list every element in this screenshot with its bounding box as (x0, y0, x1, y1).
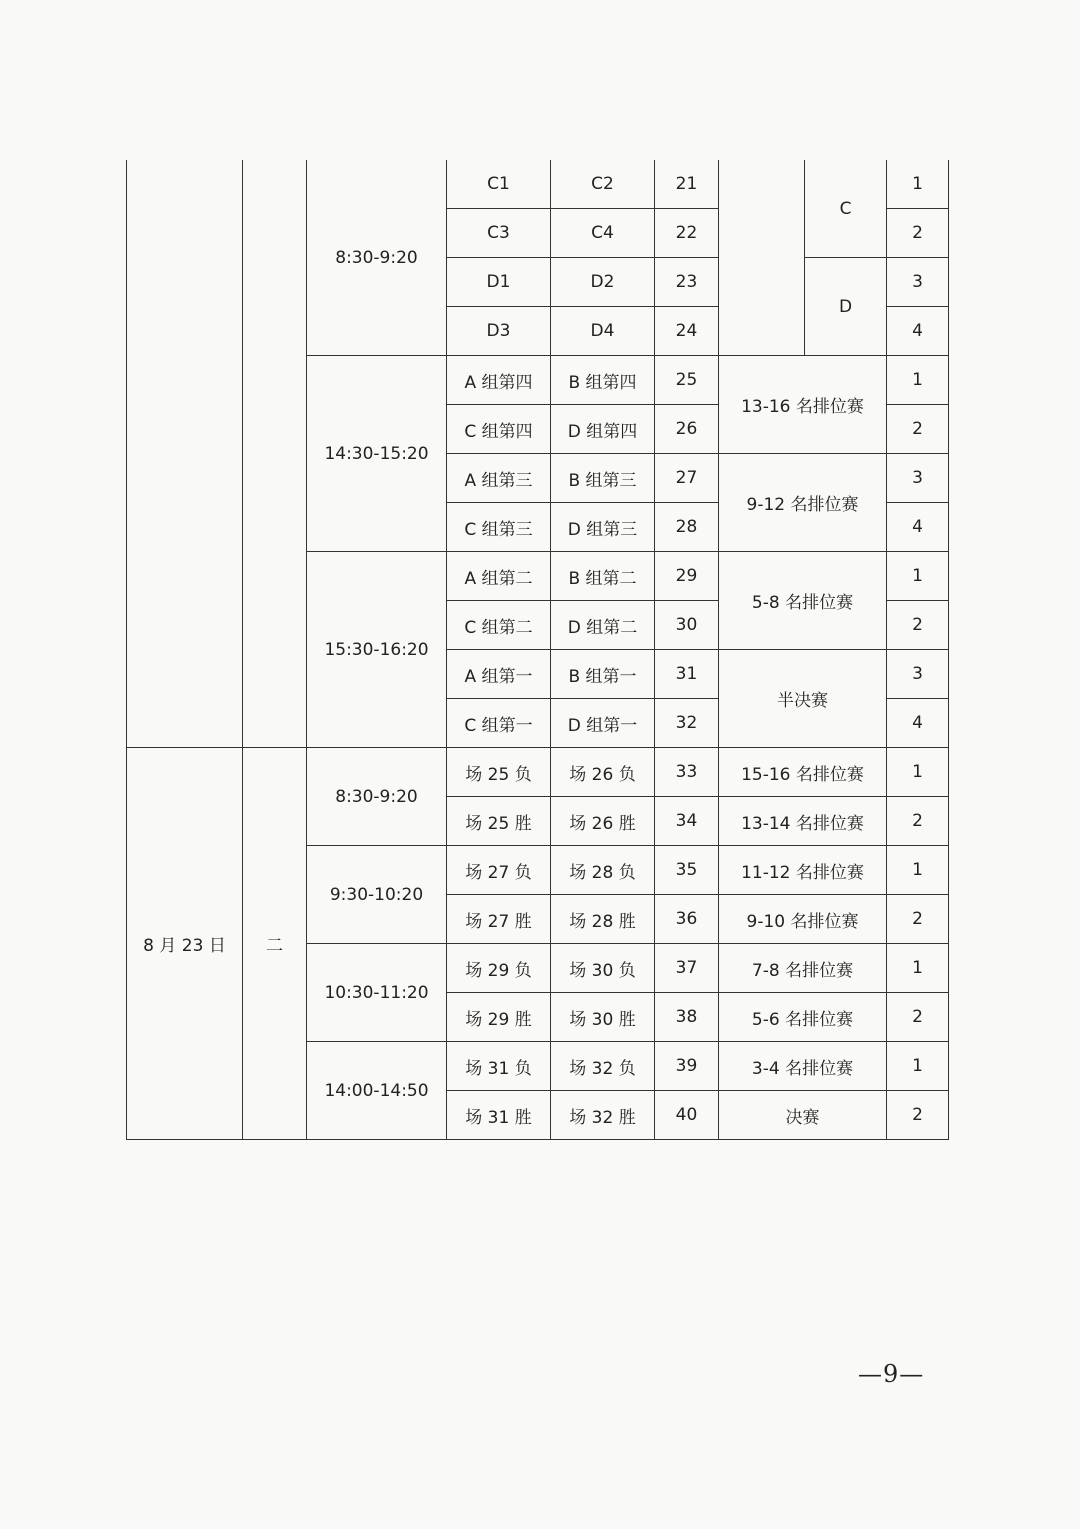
team2-cell: 场 30 负 (551, 944, 655, 993)
team2-cell: B 组第一 (551, 650, 655, 699)
time-cell: 8:30-9:20 (307, 748, 447, 846)
time-cell: 9:30-10:20 (307, 846, 447, 944)
court-cell: 1 (887, 160, 949, 209)
team1-cell: A 组第一 (447, 650, 551, 699)
team2-cell: 场 28 负 (551, 846, 655, 895)
round-cell (243, 160, 307, 748)
note-cell: 半决赛 (719, 650, 887, 748)
group-cell: C (805, 160, 887, 258)
match-number-cell: 26 (655, 405, 719, 454)
court-cell: 1 (887, 1042, 949, 1091)
table-row (127, 160, 949, 209)
team2-cell: B 组第三 (551, 454, 655, 503)
note-cell: 11-12 名排位赛 (719, 846, 887, 895)
team1-cell: 场 29 负 (447, 944, 551, 993)
page-number: —9— (858, 1360, 925, 1388)
court-cell: 4 (887, 307, 949, 356)
match-number-cell: 29 (655, 552, 719, 601)
team1-cell: A 组第二 (447, 552, 551, 601)
match-number-cell: 37 (655, 944, 719, 993)
team2-cell: 场 26 负 (551, 748, 655, 797)
court-cell: 4 (887, 503, 949, 552)
note-cell: 15-16 名排位赛 (719, 748, 887, 797)
blank-cell (719, 160, 805, 356)
court-cell: 3 (887, 454, 949, 503)
team2-cell: 场 26 胜 (551, 797, 655, 846)
match-number-cell: 31 (655, 650, 719, 699)
court-cell: 1 (887, 846, 949, 895)
court-cell: 1 (887, 356, 949, 405)
team2-cell: C2 (551, 160, 655, 209)
table-row (127, 748, 949, 797)
court-cell: 2 (887, 209, 949, 258)
match-number-cell: 33 (655, 748, 719, 797)
team1-cell: C 组第二 (447, 601, 551, 650)
team2-cell: 场 32 胜 (551, 1091, 655, 1140)
team1-cell: C 组第三 (447, 503, 551, 552)
match-number-cell: 28 (655, 503, 719, 552)
team1-cell: C 组第一 (447, 699, 551, 748)
note-cell: 决赛 (719, 1091, 887, 1140)
note-cell: 5-8 名排位赛 (719, 552, 887, 650)
team2-cell: D 组第二 (551, 601, 655, 650)
group-cell: D (805, 258, 887, 356)
date-cell: 8 月 23 日 (127, 748, 243, 1140)
court-cell: 1 (887, 748, 949, 797)
match-number-cell: 23 (655, 258, 719, 307)
team2-cell: D2 (551, 258, 655, 307)
match-number-cell: 25 (655, 356, 719, 405)
court-cell: 2 (887, 1091, 949, 1140)
team1-cell: 场 29 胜 (447, 993, 551, 1042)
match-number-cell: 39 (655, 1042, 719, 1091)
court-cell: 3 (887, 650, 949, 699)
court-cell: 1 (887, 552, 949, 601)
note-cell: 13-16 名排位赛 (719, 356, 887, 454)
note-cell: 5-6 名排位赛 (719, 993, 887, 1042)
team1-cell: C3 (447, 209, 551, 258)
match-number-cell: 24 (655, 307, 719, 356)
time-cell: 8:30-9:20 (307, 160, 447, 356)
team2-cell: 场 32 负 (551, 1042, 655, 1091)
team2-cell: D4 (551, 307, 655, 356)
match-number-cell: 32 (655, 699, 719, 748)
team1-cell: C 组第四 (447, 405, 551, 454)
team1-cell: D1 (447, 258, 551, 307)
team2-cell: D 组第三 (551, 503, 655, 552)
time-cell: 14:30-15:20 (307, 356, 447, 552)
match-number-cell: 38 (655, 993, 719, 1042)
team2-cell: B 组第二 (551, 552, 655, 601)
team2-cell: D 组第四 (551, 405, 655, 454)
time-cell: 10:30-11:20 (307, 944, 447, 1042)
match-number-cell: 21 (655, 160, 719, 209)
schedule-table (126, 160, 949, 1140)
team2-cell: 场 28 胜 (551, 895, 655, 944)
time-cell: 15:30-16:20 (307, 552, 447, 748)
team1-cell: A 组第三 (447, 454, 551, 503)
match-number-cell: 22 (655, 209, 719, 258)
match-number-cell: 35 (655, 846, 719, 895)
team1-cell: D3 (447, 307, 551, 356)
match-number-cell: 36 (655, 895, 719, 944)
court-cell: 2 (887, 405, 949, 454)
court-cell: 2 (887, 601, 949, 650)
court-cell: 3 (887, 258, 949, 307)
note-cell: 7-8 名排位赛 (719, 944, 887, 993)
team2-cell: 场 30 胜 (551, 993, 655, 1042)
team1-cell: 场 27 胜 (447, 895, 551, 944)
team1-cell: 场 31 负 (447, 1042, 551, 1091)
team1-cell: 场 25 胜 (447, 797, 551, 846)
round-cell: 二 (243, 748, 307, 1140)
team1-cell: 场 27 负 (447, 846, 551, 895)
match-number-cell: 27 (655, 454, 719, 503)
court-cell: 2 (887, 797, 949, 846)
team1-cell: 场 31 胜 (447, 1091, 551, 1140)
time-cell: 14:00-14:50 (307, 1042, 447, 1140)
court-cell: 2 (887, 993, 949, 1042)
date-cell (127, 160, 243, 748)
court-cell: 2 (887, 895, 949, 944)
team1-cell: C1 (447, 160, 551, 209)
court-cell: 1 (887, 944, 949, 993)
note-cell: 9-12 名排位赛 (719, 454, 887, 552)
team2-cell: B 组第四 (551, 356, 655, 405)
note-cell: 13-14 名排位赛 (719, 797, 887, 846)
team1-cell: A 组第四 (447, 356, 551, 405)
note-cell: 9-10 名排位赛 (719, 895, 887, 944)
court-cell: 4 (887, 699, 949, 748)
match-number-cell: 30 (655, 601, 719, 650)
team1-cell: 场 25 负 (447, 748, 551, 797)
match-number-cell: 40 (655, 1091, 719, 1140)
match-number-cell: 34 (655, 797, 719, 846)
team2-cell: C4 (551, 209, 655, 258)
note-cell: 3-4 名排位赛 (719, 1042, 887, 1091)
team2-cell: D 组第一 (551, 699, 655, 748)
